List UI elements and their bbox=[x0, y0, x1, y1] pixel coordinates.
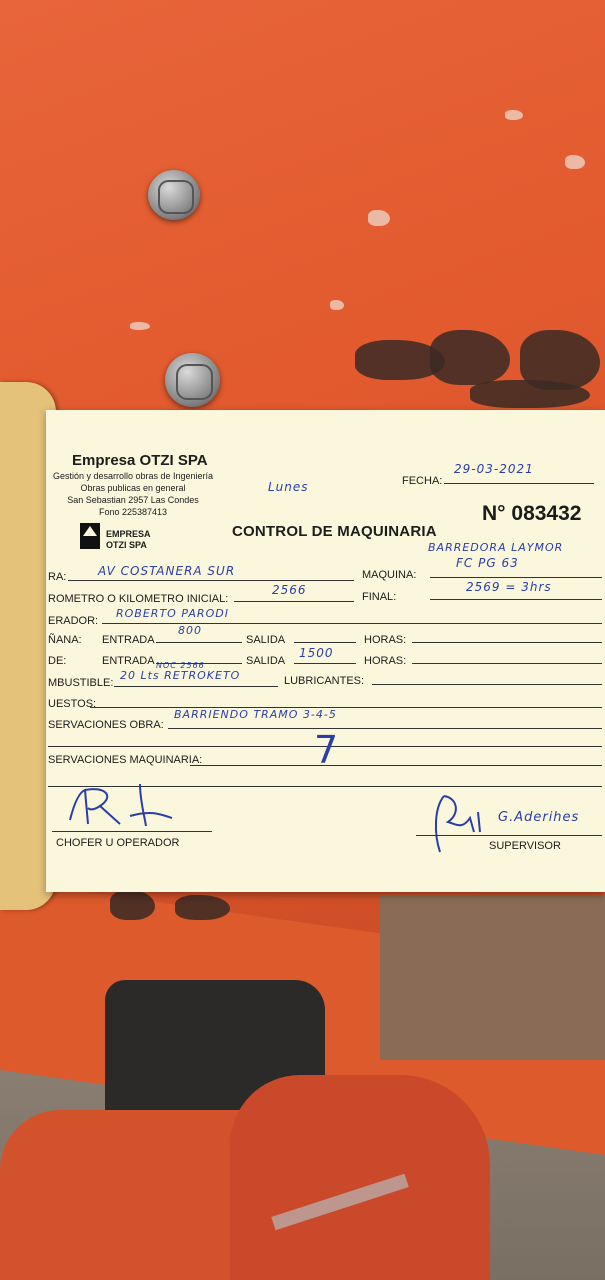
obra-label: RA: bbox=[48, 571, 67, 583]
operador-label: ERADOR: bbox=[48, 615, 99, 627]
machinery-control-form bbox=[46, 410, 605, 892]
horometro-final: 2569 = 3hrs bbox=[466, 580, 552, 594]
orange-pants-right bbox=[230, 1075, 490, 1280]
manana-entrada: 800 bbox=[178, 624, 202, 637]
maquina-value: FC PG 63 bbox=[456, 556, 519, 570]
fecha-label: FECHA: bbox=[402, 475, 443, 487]
combustible-value: 20 Lts RETROKETO bbox=[120, 669, 241, 682]
paint-chip bbox=[130, 322, 150, 330]
final-label: FINAL: bbox=[362, 591, 397, 603]
chofer-signature bbox=[60, 780, 180, 836]
obs-obra-value: BARRIENDO TRAMO 3-4-5 bbox=[174, 708, 337, 721]
entrada-label: ENTRADA bbox=[102, 655, 155, 667]
obs-maq-mark: 7 bbox=[314, 728, 340, 772]
tarde-salida: 1500 bbox=[299, 646, 334, 660]
horas-label: HORAS: bbox=[364, 634, 407, 646]
machine-description: BARREDORA LAYMOR bbox=[428, 541, 564, 554]
bolt-icon bbox=[148, 170, 200, 220]
chofer-label: CHOFER U OPERADOR bbox=[56, 837, 180, 849]
paint-chip bbox=[368, 210, 390, 226]
tarde-label: DE: bbox=[48, 655, 67, 667]
manana-label: ÑANA: bbox=[48, 634, 82, 646]
handwritten-day: Lunes bbox=[268, 480, 309, 494]
salida-label: SALIDA bbox=[246, 655, 286, 667]
supervisor-signature bbox=[430, 788, 490, 858]
rust-spot bbox=[470, 380, 590, 408]
horas-label: HORAS: bbox=[364, 655, 407, 667]
supervisor-name: G.Aderihes bbox=[498, 810, 580, 825]
lubricantes-label: LUBRICANTES: bbox=[284, 675, 365, 687]
form-title: CONTROL DE MAQUINARIA bbox=[232, 523, 437, 540]
tarde-note: NOC 2566 bbox=[156, 661, 205, 670]
combustible-label: MBUSTIBLE: bbox=[48, 677, 114, 689]
company-tagline-2: Obras publicas en general bbox=[80, 483, 186, 493]
paint-chip bbox=[565, 155, 585, 169]
horometro-label: ROMETRO O KILOMETRO INICIAL: bbox=[48, 593, 229, 605]
repuestos-label: UESTOS: bbox=[48, 698, 97, 710]
horometro-inicial: 2566 bbox=[272, 583, 307, 597]
maquina-label: MAQUINA: bbox=[362, 569, 417, 581]
bolt-icon bbox=[165, 353, 220, 407]
paint-chip bbox=[330, 300, 344, 310]
obs-maq-label: SERVACIONES MAQUINARIA: bbox=[48, 754, 203, 766]
company-tagline: Gestión y desarrollo obras de Ingeniería bbox=[52, 471, 214, 481]
salida-label: SALIDA bbox=[246, 634, 286, 646]
rust-spot bbox=[110, 890, 155, 920]
fecha-value: 29-03-2021 bbox=[454, 462, 534, 476]
operador-value: ROBERTO PARODI bbox=[116, 607, 229, 620]
obra-value: AV COSTANERA SUR bbox=[98, 564, 236, 578]
supervisor-label: SUPERVISOR bbox=[489, 840, 561, 852]
cardboard-piece bbox=[380, 895, 605, 1060]
obs-obra-label: SERVACIONES OBRA: bbox=[48, 719, 164, 731]
logo-text-2: OTZI SPA bbox=[106, 540, 147, 550]
company-phone: Fono 225387413 bbox=[98, 507, 168, 517]
company-logo-icon bbox=[80, 523, 100, 549]
logo-text-1: EMPRESA bbox=[106, 529, 151, 539]
paint-chip bbox=[505, 110, 523, 120]
entrada-label: ENTRADA bbox=[102, 634, 155, 646]
company-address: San Sebastian 2957 Las Condes bbox=[67, 495, 199, 505]
rust-spot bbox=[175, 895, 230, 920]
form-number: N° 083432 bbox=[482, 502, 582, 525]
company-name: Empresa OTZI SPA bbox=[72, 452, 208, 469]
